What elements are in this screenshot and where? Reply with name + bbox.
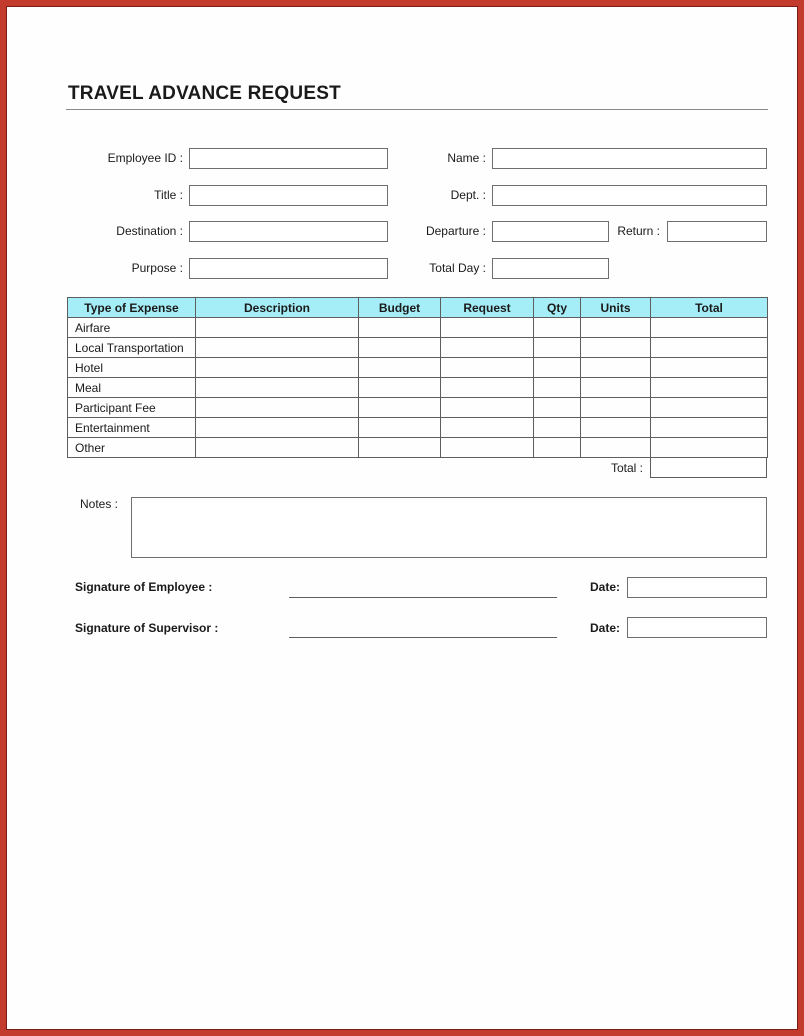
employee-date-field[interactable] <box>627 577 767 598</box>
qty-cell[interactable] <box>534 418 581 438</box>
description-cell[interactable] <box>196 398 359 418</box>
budget-cell[interactable] <box>359 378 441 398</box>
expense-table <box>67 297 768 458</box>
total-cell[interactable] <box>651 398 768 418</box>
budget-cell[interactable] <box>359 318 441 338</box>
request-cell[interactable] <box>441 318 534 338</box>
form-title: TRAVEL ADVANCE REQUEST <box>68 83 341 104</box>
grand-total-field[interactable] <box>650 458 767 478</box>
employee-signature-line[interactable] <box>289 597 557 598</box>
name-label: Name : <box>447 151 486 165</box>
budget-cell[interactable] <box>359 438 441 458</box>
title-divider <box>66 109 768 110</box>
qty-cell[interactable] <box>534 358 581 378</box>
qty-cell[interactable] <box>534 318 581 338</box>
col-header-type: Type of Expense <box>68 298 196 318</box>
table-row <box>68 418 768 438</box>
dept-field[interactable] <box>492 185 767 206</box>
table-header-row <box>68 298 768 318</box>
description-cell[interactable] <box>196 418 359 438</box>
return-label: Return : <box>617 224 660 238</box>
request-cell[interactable] <box>441 418 534 438</box>
employee-id-label: Employee ID : <box>107 151 183 165</box>
col-header-request: Request <box>441 298 534 318</box>
departure-label: Departure : <box>425 224 486 238</box>
return-field[interactable] <box>667 221 767 242</box>
total-day-field[interactable] <box>492 258 609 279</box>
destination-field[interactable] <box>189 221 388 242</box>
col-header-total: Total <box>651 298 768 318</box>
description-cell[interactable] <box>196 338 359 358</box>
total-cell[interactable] <box>651 418 768 438</box>
departure-field[interactable] <box>492 221 609 242</box>
supervisor-date-field[interactable] <box>627 617 767 638</box>
description-cell[interactable] <box>196 318 359 338</box>
total-cell[interactable] <box>651 438 768 458</box>
table-row <box>68 338 768 358</box>
table-row <box>68 398 768 418</box>
total-day-label: Total Day : <box>429 261 486 275</box>
col-header-qty: Qty <box>534 298 581 318</box>
units-cell[interactable] <box>581 418 651 438</box>
expense-type-cell: Airfare <box>68 318 196 338</box>
purpose-label: Purpose : <box>131 261 183 275</box>
total-cell[interactable] <box>651 358 768 378</box>
request-cell[interactable] <box>441 378 534 398</box>
units-cell[interactable] <box>581 318 651 338</box>
description-cell[interactable] <box>196 438 359 458</box>
table-row <box>68 378 768 398</box>
units-cell[interactable] <box>581 378 651 398</box>
grand-total-label: Total : <box>610 461 643 475</box>
request-cell[interactable] <box>441 338 534 358</box>
budget-cell[interactable] <box>359 398 441 418</box>
name-field[interactable] <box>492 148 767 169</box>
employee-date-label: Date: <box>590 580 621 594</box>
table-row <box>68 318 768 338</box>
table-row <box>68 358 768 378</box>
budget-cell[interactable] <box>359 418 441 438</box>
total-cell[interactable] <box>651 318 768 338</box>
table-row <box>68 438 768 458</box>
description-cell[interactable] <box>196 358 359 378</box>
units-cell[interactable] <box>581 358 651 378</box>
request-cell[interactable] <box>441 398 534 418</box>
qty-cell[interactable] <box>534 398 581 418</box>
col-header-units: Units <box>581 298 651 318</box>
supervisor-signature-label: Signature of Supervisor : <box>75 621 219 635</box>
expense-type-cell: Local Transportation <box>68 338 196 358</box>
title-field[interactable] <box>189 185 388 206</box>
description-cell[interactable] <box>196 378 359 398</box>
total-cell[interactable] <box>651 338 768 358</box>
purpose-field[interactable] <box>189 258 388 279</box>
supervisor-signature-line[interactable] <box>289 637 557 638</box>
units-cell[interactable] <box>581 398 651 418</box>
col-header-description: Description <box>196 298 359 318</box>
title-label: Title : <box>154 188 183 202</box>
employee-id-field[interactable] <box>189 148 388 169</box>
total-cell[interactable] <box>651 378 768 398</box>
expense-type-cell: Entertainment <box>68 418 196 438</box>
expense-type-cell: Participant Fee <box>68 398 196 418</box>
col-header-budget: Budget <box>359 298 441 318</box>
qty-cell[interactable] <box>534 378 581 398</box>
budget-cell[interactable] <box>359 338 441 358</box>
employee-signature-label: Signature of Employee : <box>75 580 213 594</box>
dept-label: Dept. : <box>450 188 486 202</box>
expense-type-cell: Meal <box>68 378 196 398</box>
units-cell[interactable] <box>581 438 651 458</box>
qty-cell[interactable] <box>534 438 581 458</box>
destination-label: Destination : <box>116 224 183 238</box>
supervisor-date-label: Date: <box>590 621 621 635</box>
request-cell[interactable] <box>441 438 534 458</box>
expense-type-cell: Hotel <box>68 358 196 378</box>
notes-field[interactable] <box>131 497 767 558</box>
expense-type-cell: Other <box>68 438 196 458</box>
qty-cell[interactable] <box>534 338 581 358</box>
units-cell[interactable] <box>581 338 651 358</box>
budget-cell[interactable] <box>359 358 441 378</box>
notes-label: Notes : <box>80 497 119 511</box>
request-cell[interactable] <box>441 358 534 378</box>
